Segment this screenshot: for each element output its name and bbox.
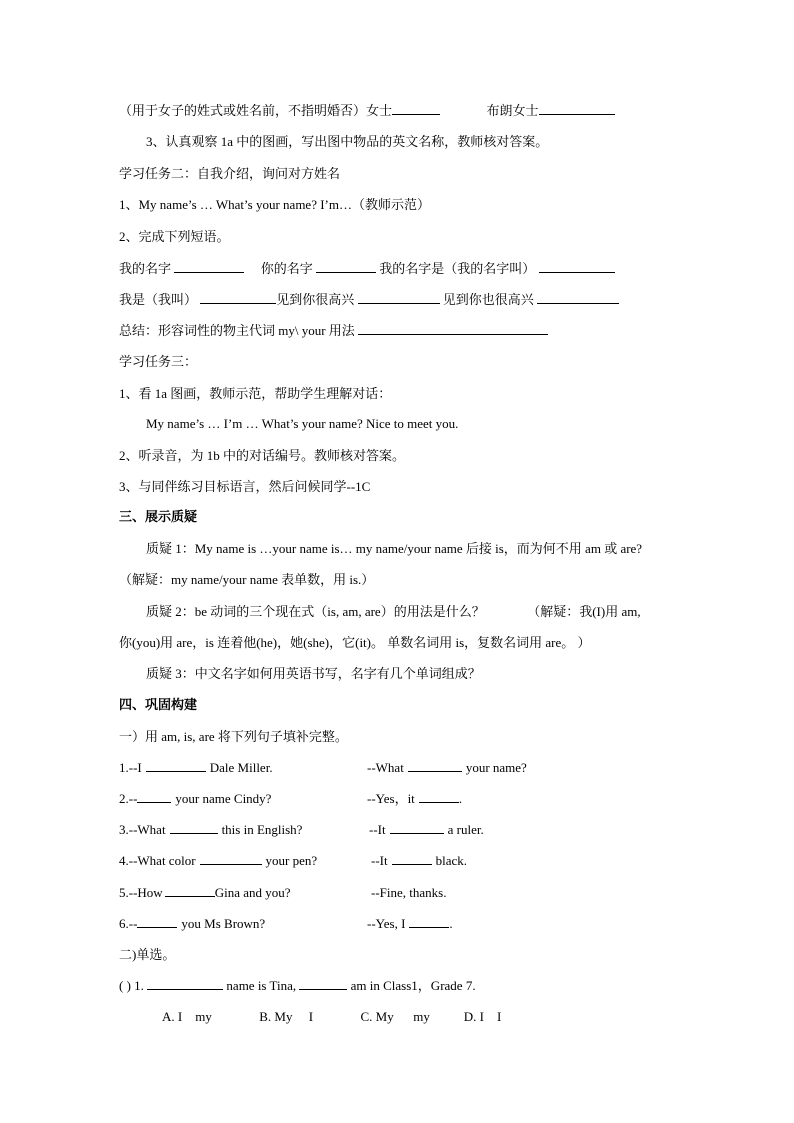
choice-options xyxy=(162,1007,501,1027)
phrase-label: 我的名字是（我的名字叫） xyxy=(379,261,536,276)
option-c[interactable]: C. My my xyxy=(360,1009,430,1024)
answer-blank[interactable] xyxy=(170,820,218,834)
answer-blank[interactable] xyxy=(137,789,171,803)
answer-blank[interactable] xyxy=(539,101,615,115)
answer-blank[interactable] xyxy=(419,789,459,803)
task-3-practice: 3、与同伴练习目标语言，然后问候同学--1C xyxy=(119,479,371,494)
exercise-text: --Fine, thanks. xyxy=(371,885,447,900)
line-ms-title xyxy=(119,101,615,121)
answer-bracket[interactable]: ( ) xyxy=(119,978,131,993)
exercise-text: Gina and you? xyxy=(214,885,291,900)
ms-definition: （用于女子的姓式或姓名前，不指明婚否）女士 xyxy=(119,103,393,118)
exercise-text: 4.--What color xyxy=(119,853,196,868)
exercise-text: --Yes, I xyxy=(367,916,406,931)
summary-line xyxy=(119,321,548,341)
exercise-text: a ruler. xyxy=(447,822,484,837)
task-1-demo: 1、My name’s … What’s your name? I’m…（教师示范） xyxy=(119,197,430,212)
answer-2: 你(you)用 are，is 连着他(he)，她(she)，它(it)。 单数名词用 is，复数名词用 are。 ） xyxy=(119,635,591,650)
phrase-line-1 xyxy=(119,259,615,279)
answer-blank[interactable] xyxy=(299,976,347,990)
question-2-text: 质疑 2：be 动词的三个现在式（is, am, are）的用法是什么？ xyxy=(146,604,485,619)
option-a[interactable]: A. I my xyxy=(162,1009,212,1024)
exercise-text: --It xyxy=(369,822,386,837)
option-b[interactable]: B. My I xyxy=(259,1009,314,1024)
section-heading-4: 四、巩固构建 xyxy=(119,697,198,712)
answer-blank[interactable] xyxy=(392,851,432,865)
task-2-phrases: 2、完成下列短语。 xyxy=(119,229,230,244)
exercise-text: 1.--I xyxy=(119,760,142,775)
answer-blank[interactable] xyxy=(165,883,215,897)
exercise-text: --Yes，it xyxy=(367,791,415,806)
exercise-text: 3.--What xyxy=(119,822,166,837)
answer-blank[interactable] xyxy=(200,851,262,865)
phrase-label: 我是（我叫） xyxy=(119,292,198,307)
phrase-label: 我的名字 xyxy=(119,261,172,276)
exercise-text: --It xyxy=(371,853,388,868)
exercise-2-heading: 二)单选。 xyxy=(119,947,176,962)
exercise-text: Dale Miller. xyxy=(209,760,273,775)
exercise-text: black. xyxy=(435,853,468,868)
phrase-label: 见到你很高兴 xyxy=(276,292,355,307)
answer-blank[interactable] xyxy=(358,321,548,335)
summary-text: 总结：形容词性的物主代词 my\ your 用法 xyxy=(119,323,355,338)
section-heading-3: 三、展示质疑 xyxy=(119,509,198,524)
answer-blank[interactable] xyxy=(200,290,276,304)
task-3-observe: 3、认真观察 1a 中的图画，写出图中物品的英文名称，教师核对答案。 xyxy=(146,134,549,149)
exercise-text: 5.--How xyxy=(119,885,163,900)
exercise-row xyxy=(119,914,679,934)
answer-blank[interactable] xyxy=(408,758,462,772)
answer-1: （解疑：my name/your name 表单数，用 is.） xyxy=(119,572,375,587)
task-2-listen: 2、听录音，为 1b 中的对话编号。教师核对答案。 xyxy=(119,448,406,463)
exercise-text: . xyxy=(449,916,453,931)
answer-2-start: （解疑：我(I)用 am, xyxy=(527,604,641,619)
exercise-row xyxy=(119,883,679,903)
exercise-text: you Ms Brown? xyxy=(181,916,266,931)
question-text: am in Class1，Grade 7. xyxy=(350,978,476,993)
dialogue-sample: My name’s … I’m … What’s your name? Nice to meet you. xyxy=(146,416,459,431)
answer-blank[interactable] xyxy=(147,976,223,990)
exercise-text: . xyxy=(458,791,463,806)
exercise-text: this in English? xyxy=(221,822,303,837)
ms-brown-label: 布朗女士 xyxy=(486,103,539,118)
question-number: 1. xyxy=(134,978,144,993)
question-3: 质疑 3：中文名字如何用英语书写，名字有几个单词组成？ xyxy=(146,666,481,681)
answer-blank[interactable] xyxy=(537,290,619,304)
answer-blank[interactable] xyxy=(146,758,206,772)
section-task-three: 学习任务三： xyxy=(119,354,198,369)
exercise-1-instruction: 一）用 am, is, are 将下列句子填补完整。 xyxy=(119,729,348,744)
exercise-text: --What xyxy=(367,760,404,775)
exercise-text: your name? xyxy=(465,760,527,775)
question-2 xyxy=(146,602,641,622)
question-1: 质疑 1：My name is …your name is… my name/your name 后接 is，而为何不用 am 或 are? xyxy=(146,541,643,556)
answer-blank[interactable] xyxy=(539,259,615,273)
answer-blank[interactable] xyxy=(358,290,440,304)
answer-blank[interactable] xyxy=(316,259,376,273)
phrase-label: 你的名字 xyxy=(260,261,313,276)
answer-blank[interactable] xyxy=(390,820,444,834)
phrase-label: 见到你也很高兴 xyxy=(442,292,534,307)
exercise-row xyxy=(119,820,679,840)
question-text: name is Tina, xyxy=(226,978,297,993)
exercise-text: 6.-- xyxy=(119,916,138,931)
section-task-two: 学习任务二：自我介绍，询问对方姓名 xyxy=(119,166,341,181)
exercise-row xyxy=(119,851,679,871)
task-1-look: 1、看 1a 图画，教师示范，帮助学生理解对话： xyxy=(119,386,392,401)
exercise-text: your pen? xyxy=(265,853,318,868)
choice-question-1 xyxy=(119,976,476,996)
answer-blank[interactable] xyxy=(392,101,440,115)
exercise-text: 2.-- xyxy=(119,791,138,806)
answer-blank[interactable] xyxy=(174,259,244,273)
exercise-row xyxy=(119,789,679,809)
exercise-text: your name Cindy? xyxy=(175,791,272,806)
answer-blank[interactable] xyxy=(137,914,177,928)
phrase-line-2 xyxy=(119,290,619,310)
option-d[interactable]: D. I I xyxy=(463,1009,502,1024)
exercise-row xyxy=(119,758,679,778)
answer-blank[interactable] xyxy=(409,914,449,928)
